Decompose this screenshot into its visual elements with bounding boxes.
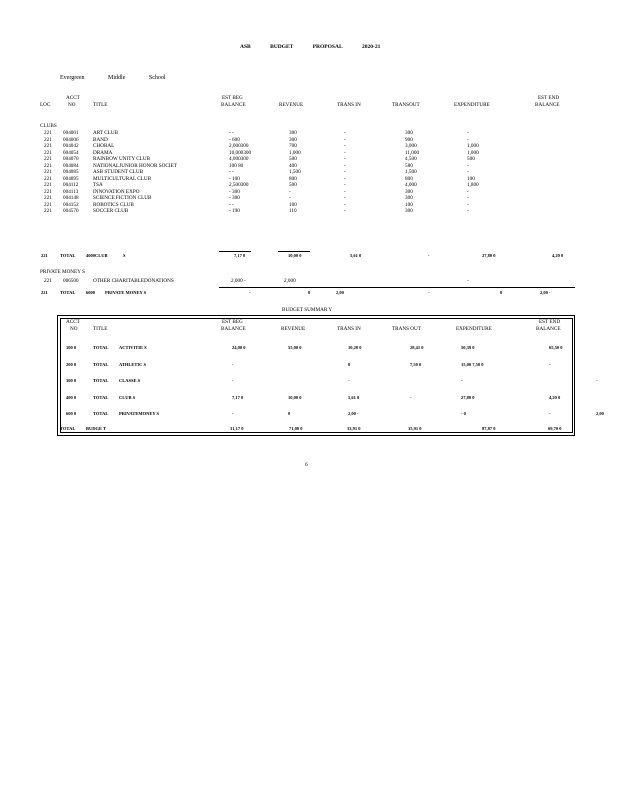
cell-beg-balance: 2,000300 xyxy=(229,143,249,149)
sum-acct: 600 0 xyxy=(66,411,77,416)
cell-trans-in: - xyxy=(344,149,346,156)
cell-revenue: 500 xyxy=(289,182,297,188)
cell-acct-no: 004085 xyxy=(63,169,79,175)
cell-acct-no: 004148 xyxy=(63,195,79,201)
cell-revenue: 300 xyxy=(289,136,297,143)
sum-tout: 28,41 0 xyxy=(410,345,424,350)
title-word-2: BUDGET xyxy=(270,44,294,50)
cell-trans-out: 300 xyxy=(405,208,413,214)
cell-loc: 221 xyxy=(44,201,52,208)
grand-label: TOTAL xyxy=(60,426,76,431)
cell-revenue: 100 xyxy=(289,201,297,208)
summary-row xyxy=(0,362,618,369)
cell-expenditure: - xyxy=(467,278,469,284)
cell-trans-out: 4,000 xyxy=(405,182,417,188)
cell-beg-balance: - - xyxy=(229,201,234,208)
grand-tin: 33,91 0 xyxy=(347,426,361,431)
header-est-beg: EST BEG xyxy=(222,95,243,101)
ptotal-rev: 0 xyxy=(308,290,311,295)
sum-header-no: NO xyxy=(70,326,78,332)
cell-beg-balance: - 100 xyxy=(229,175,240,182)
ptotal-beg: - xyxy=(249,290,251,295)
grand-tout: 35,91 0 xyxy=(408,426,422,431)
sum-exp: 15,00 7,50 0 xyxy=(461,362,484,367)
total-tin: 5,61 0 xyxy=(350,253,362,258)
header-title: TITLE xyxy=(93,102,108,108)
cell-beg-balance: 100 80 xyxy=(229,162,244,169)
cell-expenditure: - xyxy=(467,188,469,195)
header-loc: LOC xyxy=(40,102,51,108)
cell-acct-no: 004054 xyxy=(63,149,79,156)
cell-revenue: 700 xyxy=(289,143,297,149)
sum-tout: 7,50 0 xyxy=(410,362,422,367)
cell-trans-in: - xyxy=(344,182,346,188)
title-word-1: ASB xyxy=(240,44,251,50)
cell-revenue: 2,000 xyxy=(284,278,296,284)
private-rule xyxy=(219,287,575,288)
sum-title: PRIVATEMONEY S xyxy=(119,411,160,416)
cell-trans-in: - xyxy=(344,162,346,169)
cell-trans-out: 1,500 xyxy=(405,169,417,175)
cell-expenditure: - xyxy=(467,195,469,201)
cell-acct-no: 004006 xyxy=(63,136,79,143)
sum-tin: 2,00 - xyxy=(348,411,359,416)
cell-beg-balance: - 300 xyxy=(229,188,240,195)
cell-loc: 221 xyxy=(44,149,52,156)
sum-rev: 0 xyxy=(288,411,291,416)
total-loc: 221 xyxy=(41,253,48,258)
cell-acct-no: 004570 xyxy=(63,208,79,214)
cell-loc: 221 xyxy=(44,195,52,201)
header-transout: TRANSOUT xyxy=(392,102,420,108)
sum-tin: 5,61 0 xyxy=(348,395,360,400)
sum-acct: 400 0 xyxy=(66,395,77,400)
ptotal-title: PRIVATE MONEY S xyxy=(105,290,147,295)
document-title xyxy=(240,44,398,51)
cell-trans-out: 580 xyxy=(405,162,413,169)
cell-expenditure: - xyxy=(467,130,469,136)
cell-trans-out: 100 xyxy=(405,201,413,208)
ptotal-end: 2,00 - xyxy=(540,290,551,295)
sum-beg: - xyxy=(232,411,234,416)
total-end: 4,20 0 xyxy=(552,253,564,258)
summary-grand-total xyxy=(0,426,618,433)
cell-loc: 221 xyxy=(44,156,52,162)
cell-title: ASB STUDENT CLUB xyxy=(93,169,144,175)
cell-title: NATIONALJUNIOR HONOR SOCIET xyxy=(93,162,177,169)
summary-title: BUDGET SUMMAR Y xyxy=(282,307,333,313)
cell-acct-no: 004112 xyxy=(63,182,79,188)
summary-row xyxy=(0,345,618,352)
cell-trans-in: - xyxy=(344,188,346,195)
cell-revenue: 800 xyxy=(289,175,297,182)
total-s: S xyxy=(123,253,126,258)
sum-tin: 0 xyxy=(348,362,351,367)
cell-title: RAINBOW UNITY CLUB xyxy=(93,156,151,162)
sum-acct: 100 0 xyxy=(66,345,77,350)
sum-end: 4,20 0 xyxy=(549,395,561,400)
total-exp: 27,80 0 xyxy=(482,253,496,258)
cell-title: SOCCER CLUB xyxy=(93,208,129,214)
cell-trans-out: 4,500 xyxy=(405,156,417,162)
cell-trans-in: - xyxy=(344,195,346,201)
cell-trans-out: 300 xyxy=(405,130,413,136)
cell-expenditure: - xyxy=(467,201,469,208)
cell-title: BAND xyxy=(93,136,108,143)
cell-beg-balance: - 600 xyxy=(229,136,240,143)
total-beg: 7,17 0 xyxy=(234,253,246,258)
ptotal-loc: 221 xyxy=(41,290,48,295)
title-word-3: PROPOSAL xyxy=(312,44,343,50)
cell-loc: 221 xyxy=(44,136,52,143)
cell-loc: 221 xyxy=(44,175,52,182)
sum-header-trans-in: TRANS IN xyxy=(337,326,361,332)
total-acct: 4000CLUB xyxy=(86,253,108,258)
cell-expenditure: - xyxy=(467,169,469,175)
cell-trans-in: - xyxy=(344,175,346,182)
cell-revenue: 400 xyxy=(289,162,297,169)
cell-acct-no: 004113 xyxy=(63,188,79,195)
cell-revenue: 500 xyxy=(289,156,297,162)
sum-header-trans-out: TRANS OUT xyxy=(392,326,421,332)
cell-title: CHORAL xyxy=(93,143,115,149)
school-word-3: School xyxy=(148,75,166,81)
cell-trans-out: 300 xyxy=(405,195,413,201)
cell-loc: 221 xyxy=(44,143,52,149)
sum-label: TOTAL xyxy=(93,345,109,350)
section-private: PRIVATE MONEY S xyxy=(40,269,85,275)
sum-exp: 50,39 0 xyxy=(461,345,475,350)
cell-loc: 221 xyxy=(44,208,52,214)
summary-row xyxy=(0,378,618,385)
cell-acct-no: 004001 xyxy=(63,130,79,136)
cell-beg-balance: 2,500300 xyxy=(229,182,249,188)
cell-beg-balance: 10,000300 xyxy=(229,149,252,156)
table-row xyxy=(0,278,618,285)
page-number: 6 xyxy=(305,462,308,468)
cell-trans-in: - xyxy=(344,169,346,175)
ptotal-exp: 0 xyxy=(500,290,503,295)
header-expenditure: EXPENDITURE xyxy=(454,102,490,108)
cell-trans-in: - xyxy=(344,156,346,162)
sum-end: 65,50 0 xyxy=(549,345,563,350)
cell-loc: 221 xyxy=(44,188,52,195)
cell-loc: 221 xyxy=(44,182,52,188)
cell-trans-in: - xyxy=(344,201,346,208)
sum-title: CLASSE S xyxy=(119,378,141,383)
sum-extra: - xyxy=(596,378,598,383)
total-rev: 10,00 0 xyxy=(288,253,302,258)
grand-beg: 31,17 0 xyxy=(230,426,244,431)
cell-title: OTHER CHARITABLEDONATIONS xyxy=(93,278,174,284)
sum-exp: 27,80 0 xyxy=(461,395,475,400)
sum-beg: - xyxy=(232,378,234,383)
sum-header-title: TITLE xyxy=(93,326,108,332)
school-word-2: Middle xyxy=(108,75,126,81)
subtotal-rule-2 xyxy=(278,251,310,252)
cell-loc: 221 xyxy=(44,162,52,169)
summary-row xyxy=(0,411,618,418)
sum-header-balance: BALANCE xyxy=(221,326,246,332)
cell-title: ROBOTICS CLUB xyxy=(93,201,134,208)
cell-expenditure: 100 xyxy=(467,175,475,182)
header-revenue: REVENUE xyxy=(279,102,304,108)
cell-revenue: 300 xyxy=(289,130,297,136)
header-est-end: EST END xyxy=(538,95,560,101)
sum-title: ACTIVITIE S xyxy=(119,345,147,350)
cell-expenditure: 500 xyxy=(467,156,475,162)
sum-beg: - xyxy=(232,362,234,367)
cell-beg-balance: - - xyxy=(229,130,234,136)
total-tout: - xyxy=(428,253,430,258)
cell-trans-in: - xyxy=(344,143,346,149)
sum-exp: - 0 xyxy=(461,411,466,416)
cell-revenue: 1,000 xyxy=(289,149,301,156)
cell-title: DRAMA xyxy=(93,149,113,156)
grand-exp: 87,87 0 xyxy=(482,426,496,431)
cell-acct-no: 004095 xyxy=(63,175,79,182)
clubs-total-row xyxy=(0,253,618,260)
cell-acct-no: 006500 xyxy=(63,278,79,284)
cell-expenditure: - xyxy=(467,208,469,214)
cell-revenue: - xyxy=(289,195,291,201)
sum-tout: - xyxy=(410,395,412,400)
school-name xyxy=(60,75,188,82)
cell-expenditure: - xyxy=(467,162,469,169)
cell-trans-out: 800 xyxy=(405,175,413,182)
header-balance-end: BALANCE xyxy=(535,102,560,108)
cell-trans-out: 3,000 xyxy=(405,143,417,149)
cell-expenditure: 1,000 xyxy=(467,149,479,156)
sum-header-balance-end: BALANCE xyxy=(536,326,561,332)
sum-header-est-end: EST END xyxy=(539,319,561,325)
grand-title: BUDGE T xyxy=(86,426,107,431)
cell-trans-in: - xyxy=(344,136,346,143)
grand-rev: 71,00 0 xyxy=(289,426,303,431)
sum-label: TOTAL xyxy=(93,378,109,383)
sum-header-revenue: REVENUE xyxy=(281,326,306,332)
cell-beg-balance: 2,000 - xyxy=(231,278,246,284)
cell-beg-balance: - - xyxy=(229,169,234,175)
header-trans-in: TRANS IN xyxy=(337,102,361,108)
sum-label: TOTAL xyxy=(93,362,109,367)
cell-trans-out: 900 xyxy=(405,136,413,143)
cell-acct-no: 004070 xyxy=(63,156,79,162)
sum-label: TOTAL xyxy=(93,411,109,416)
summary-row xyxy=(0,395,618,402)
ptotal-acct: 6000 xyxy=(86,290,95,295)
sum-header-acct: ACCT xyxy=(66,319,80,325)
sum-extra: 2,00 xyxy=(596,411,604,416)
header-no: NO xyxy=(68,102,76,108)
cell-expenditure: 1,800 xyxy=(467,182,479,188)
ptotal-tout: - xyxy=(428,290,430,295)
sum-acct: 300 0 xyxy=(66,378,77,383)
cell-acct-no: 004152 xyxy=(63,201,79,208)
school-word-1: Evergreen xyxy=(60,75,85,81)
cell-loc: 221 xyxy=(44,130,52,136)
cell-revenue: 110 xyxy=(289,208,297,214)
sum-tin: 10,28 0 xyxy=(348,345,362,350)
cell-trans-in: - xyxy=(344,130,346,136)
cell-beg-balance: - 190 xyxy=(229,208,240,214)
sum-rev: 10,00 0 xyxy=(288,395,302,400)
cell-trans-out: 11,000 xyxy=(405,149,420,156)
sum-beg: 7,17 0 xyxy=(232,395,244,400)
private-total-row xyxy=(0,290,618,297)
ptotal-label: TOTAL xyxy=(60,290,76,295)
section-clubs: CLUBS xyxy=(40,123,57,129)
cell-trans-in: - xyxy=(344,208,346,214)
cell-title: ART CLUB xyxy=(93,130,119,136)
sum-exp: - xyxy=(461,378,463,383)
cell-acct-no: 004042 xyxy=(63,143,79,149)
cell-expenditure: 1,000 xyxy=(467,143,479,149)
cell-loc: 221 xyxy=(44,278,52,284)
cell-expenditure: - xyxy=(467,136,469,143)
cell-revenue: 1,500 xyxy=(289,169,301,175)
sum-rev: 55,00 0 xyxy=(288,345,302,350)
cell-beg-balance: 4,000300 xyxy=(229,156,249,162)
cell-acct-no: 004084 xyxy=(63,162,79,169)
sum-header-expenditure: EXPENDITURE xyxy=(456,326,492,332)
sum-title: CLUB S xyxy=(119,395,136,400)
sum-beg: 24,00 0 xyxy=(232,345,246,350)
grand-end: 69,70 0 xyxy=(548,426,562,431)
sum-title: ATHLETIC S xyxy=(119,362,147,367)
sum-acct: 200 0 xyxy=(66,362,77,367)
cell-loc: 221 xyxy=(44,169,52,175)
sum-header-est-beg: EST BEG xyxy=(222,319,243,325)
cell-title: MULTICULTURAL CLUB xyxy=(93,175,152,182)
title-word-4: 2020-21 xyxy=(362,44,381,50)
cell-beg-balance: - 300 xyxy=(229,195,240,201)
subtotal-rule-1 xyxy=(219,251,251,252)
cell-title: INNOVATION EXPO xyxy=(93,188,140,195)
sum-tin: - xyxy=(348,378,350,383)
ptotal-tin: 2,00 xyxy=(336,290,344,295)
sum-end: - xyxy=(549,362,551,367)
header-acct: ACCT xyxy=(66,95,80,101)
cell-trans-out: 300 xyxy=(405,188,413,195)
sum-end: - xyxy=(549,411,551,416)
cell-title: SCIENCE FICTION CLUB xyxy=(93,195,152,201)
cell-title: TSA xyxy=(93,182,103,188)
total-label: TOTAL xyxy=(60,253,76,258)
header-balance: BALANCE xyxy=(221,102,246,108)
sum-label: TOTAL xyxy=(93,395,109,400)
table-row xyxy=(0,208,618,215)
cell-revenue: - xyxy=(289,188,291,195)
